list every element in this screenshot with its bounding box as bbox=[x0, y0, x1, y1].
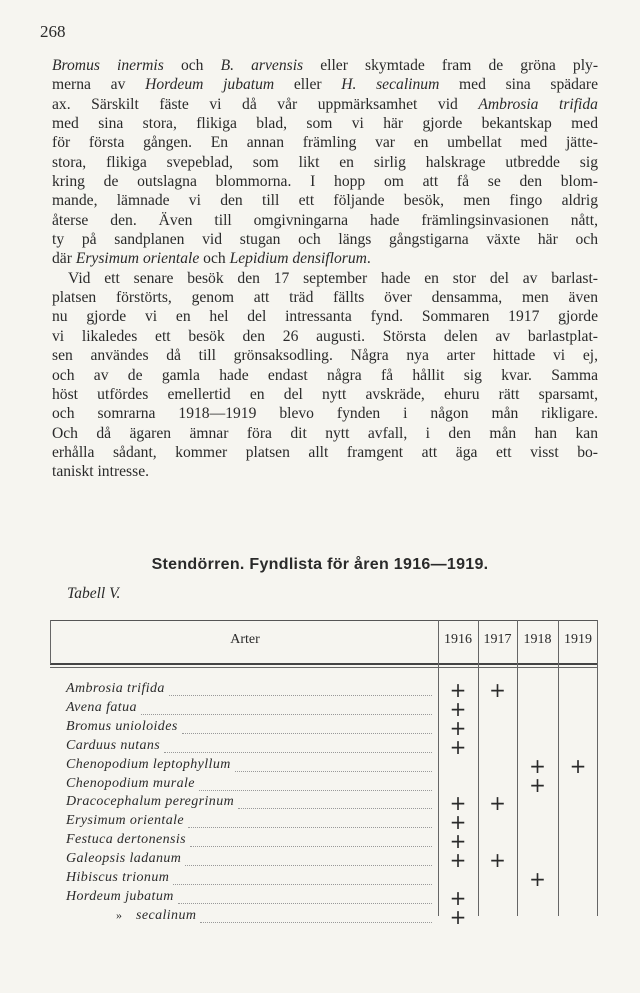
species-name: Chenopodium murale bbox=[66, 775, 195, 791]
species-name: Ambrosia trifida bbox=[66, 681, 165, 696]
leader-dots bbox=[185, 864, 432, 866]
species-name: Bromus inermis bbox=[52, 57, 164, 74]
presence-mark: + bbox=[529, 772, 546, 797]
body-text bbox=[52, 56, 598, 482]
table-row bbox=[66, 889, 174, 907]
presence-mark: + bbox=[449, 904, 467, 929]
text-line bbox=[52, 191, 598, 210]
text-line: platsen förstörts, genom att träd fällts över densamma, men även bbox=[52, 289, 598, 307]
presence-mark: + bbox=[449, 734, 467, 759]
text-run: eller skymtade fram de gröna ply- bbox=[303, 57, 599, 74]
species-name: Galeopsis ladanum bbox=[66, 851, 182, 867]
presence-mark: + bbox=[529, 753, 546, 778]
species-name: Erysimum orientale bbox=[66, 813, 185, 829]
text-run: ax. Särskilt fäste vi då vår uppmärksamhet vid bbox=[52, 95, 479, 113]
leader-dots bbox=[141, 713, 432, 715]
table-top-rule bbox=[50, 620, 598, 621]
text-line bbox=[52, 114, 598, 133]
table-row bbox=[66, 738, 160, 756]
table-column-rule bbox=[517, 620, 518, 916]
leader-dots bbox=[235, 770, 432, 772]
text-line: och somrarna 1918—1919 blevo fynden i någon mån rikligare. bbox=[52, 405, 598, 423]
species-name: Hibiscus trionum bbox=[66, 870, 170, 885]
table-header-rule bbox=[50, 663, 598, 665]
table-row bbox=[66, 681, 165, 699]
table-row bbox=[66, 757, 231, 775]
presence-mark: + bbox=[449, 829, 467, 854]
species-name: Avena fatua bbox=[66, 699, 137, 715]
species-name: Chenopodium leptophyllum bbox=[66, 756, 231, 772]
column-header-year: 1917 bbox=[483, 632, 512, 647]
table-row bbox=[66, 776, 195, 794]
text-line bbox=[52, 133, 598, 152]
presence-mark: + bbox=[449, 848, 467, 873]
leader-dots bbox=[178, 902, 432, 904]
leader-dots bbox=[173, 883, 432, 885]
species-name: Hordeum jubatum bbox=[145, 76, 275, 94]
text-line: Och då ägaren ämnar föra dit nytt avfall, i den mån han kan bbox=[52, 424, 598, 442]
table-row bbox=[66, 832, 186, 850]
text-line: erhålla sådant, kommer platsen allt framgent att äga ett visst bo- bbox=[52, 443, 598, 461]
species-name: Ambrosia trifida bbox=[478, 95, 598, 113]
page-number: 268 bbox=[40, 22, 66, 41]
text-line bbox=[52, 172, 598, 191]
table-column-rule bbox=[478, 620, 479, 916]
leader-dots bbox=[238, 807, 432, 809]
species-name: secalinum bbox=[136, 907, 197, 923]
text-run: . bbox=[366, 250, 371, 268]
text-run: där bbox=[52, 250, 76, 268]
text-run: eller bbox=[274, 76, 342, 94]
table-row bbox=[66, 700, 137, 718]
species-name: Festuca dertonensis bbox=[66, 832, 186, 848]
leader-dots bbox=[199, 789, 432, 791]
presence-mark: + bbox=[449, 885, 467, 910]
leader-dots bbox=[200, 921, 432, 923]
text-line bbox=[52, 153, 598, 172]
text-line bbox=[52, 75, 598, 94]
presence-mark: + bbox=[449, 810, 467, 835]
text-run: med sina stora, flikiga blad, som vi här gjorde bekantskap med bbox=[52, 115, 598, 133]
table-column-rule bbox=[597, 620, 598, 916]
species-name: B. arvensis bbox=[220, 57, 304, 74]
text-line: vi likaledes ett besök den 26 augusti. Största delen av barlastplat- bbox=[52, 327, 598, 345]
species-name: Dracocephalum peregrinum bbox=[66, 794, 235, 810]
table-row bbox=[66, 851, 181, 869]
text-line bbox=[52, 56, 598, 75]
text-run: kring de outslagna blommorna. I hopp om att få se den blom- bbox=[52, 173, 598, 191]
leader-dots bbox=[169, 694, 432, 696]
text-line: höst utfördes emellertid en del nytt avskräde, ehuru rätt sparsamt, bbox=[52, 385, 598, 403]
text-line: sen användes då till grönsaksodling. Några nya arter hittade vi ej, bbox=[52, 347, 598, 365]
text-run: merna av bbox=[52, 76, 146, 94]
table-caption: Tabell V. bbox=[67, 585, 121, 602]
text-run: stora, flikiga svepeblad, som likt en sirlig halskrage utbredde sig bbox=[52, 153, 598, 171]
table-column-rule bbox=[558, 620, 559, 916]
text-run: och bbox=[163, 57, 221, 74]
species-name: Lepidium densiflorum bbox=[229, 250, 367, 268]
text-run: för första gången. En annan främling var en umbellat med jätte- bbox=[52, 134, 598, 152]
leader-dots bbox=[188, 826, 432, 828]
species-name: Hordeum jubatum bbox=[66, 888, 174, 904]
text-run: återse den. Även till omgivningarna hade främlingsinvasionen nått, bbox=[52, 211, 598, 229]
column-header-year: 1919 bbox=[564, 632, 592, 647]
text-line bbox=[52, 230, 598, 249]
text-line: och av de gamla hade endast några få hållit sig kvar. Samma bbox=[52, 366, 598, 384]
presence-mark: + bbox=[449, 678, 467, 702]
ditto-mark: » bbox=[116, 907, 122, 922]
presence-mark: + bbox=[569, 753, 587, 778]
text-line: nu gjorde vi en hel del intressanta fynd. Sommaren 1917 gjorde bbox=[52, 308, 598, 326]
species-name: Erysimum orientale bbox=[75, 250, 200, 268]
table-row bbox=[66, 719, 178, 737]
text-run: med sina spädare bbox=[439, 76, 598, 94]
paragraph-1 bbox=[52, 56, 598, 269]
leader-dots bbox=[190, 845, 432, 847]
species-table bbox=[50, 620, 598, 929]
column-header-year: 1916 bbox=[444, 632, 472, 647]
table-header-rule-thin bbox=[50, 667, 598, 668]
text-line bbox=[52, 249, 598, 268]
presence-mark: + bbox=[489, 848, 506, 873]
presence-mark: + bbox=[449, 715, 467, 740]
leader-dots bbox=[182, 732, 432, 734]
leader-dots bbox=[164, 751, 432, 753]
species-name: H. secalinum bbox=[341, 76, 440, 94]
table-column-rule bbox=[50, 620, 51, 664]
column-header-arter: Arter bbox=[230, 632, 260, 647]
text-run: ty på sandplanen vid stugan och längs gångstigarna växte här och bbox=[52, 231, 598, 249]
table-row bbox=[66, 813, 184, 831]
text-run: mande, lämnade vi den till ett följande besök, men fingo aldrig bbox=[52, 192, 598, 210]
table-row bbox=[66, 870, 169, 888]
presence-mark: + bbox=[449, 696, 467, 721]
presence-mark: + bbox=[449, 791, 467, 816]
table-heading: Stendörren. Fyndlista för åren 1916—1919. bbox=[151, 556, 489, 573]
text-line bbox=[52, 95, 598, 114]
table-row bbox=[66, 794, 234, 812]
text-run: och bbox=[199, 250, 230, 268]
text-line bbox=[52, 211, 598, 230]
text-line: taniskt intresse. bbox=[52, 463, 150, 481]
species-name: Bromus unioloides bbox=[66, 718, 178, 734]
text-line: Vid ett senare besök den 17 september hade en stor del av barlast- bbox=[68, 269, 598, 287]
table-column-rule bbox=[438, 620, 439, 916]
paragraph-2 bbox=[52, 269, 598, 482]
presence-mark: + bbox=[489, 678, 506, 702]
column-header-year: 1918 bbox=[523, 632, 552, 647]
presence-mark: + bbox=[529, 867, 546, 891]
presence-mark: + bbox=[489, 791, 506, 816]
species-name: Carduus nutans bbox=[66, 737, 161, 753]
